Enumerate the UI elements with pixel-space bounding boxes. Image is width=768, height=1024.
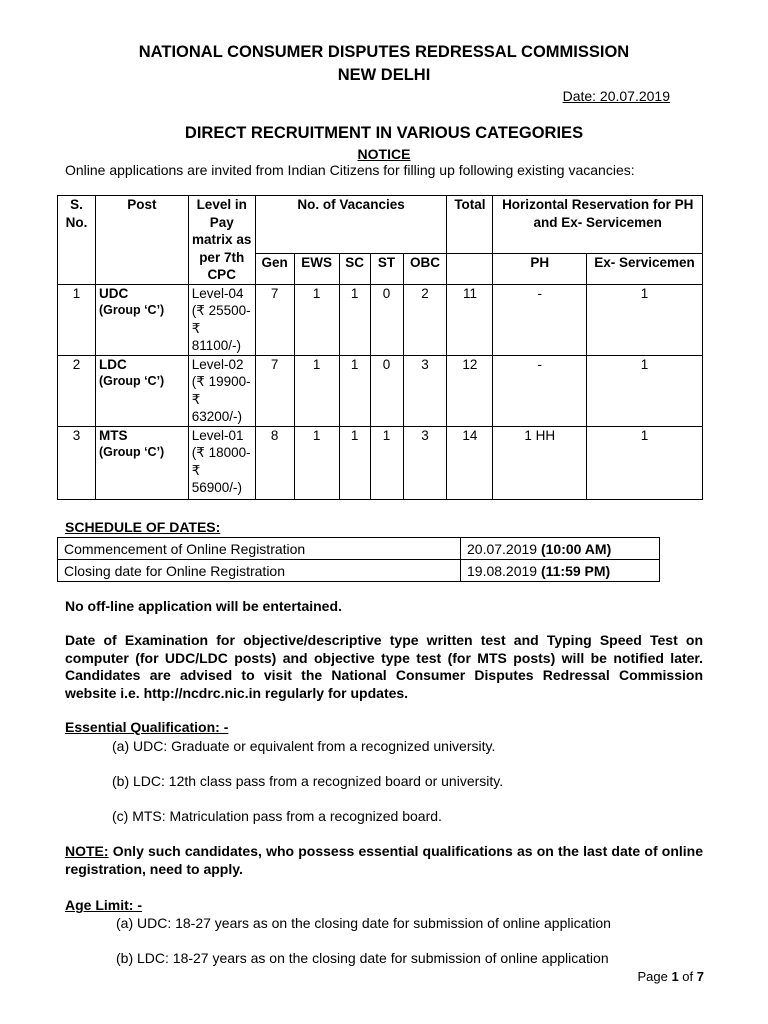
page-total: 7	[696, 969, 704, 984]
post-group: (Group ‘C’)	[98, 374, 165, 388]
cell-ph: 1 HH	[493, 426, 587, 499]
cell-gen: 7	[255, 355, 294, 426]
schedule-value	[461, 538, 660, 560]
header-obc: OBC	[403, 254, 447, 284]
cell-sc: 1	[339, 355, 370, 426]
cell-post	[95, 284, 188, 355]
schedule-date: 19.08.2019	[467, 562, 538, 579]
qualification-heading: Essential Qualification: -	[65, 719, 229, 735]
cell-level: Level-02 (₹ 19900-₹ 63200/-)	[188, 355, 255, 426]
cell-total: 12	[447, 355, 493, 426]
header-sc: SC	[339, 254, 370, 284]
schedule-time: (10:00 AM)	[540, 540, 612, 557]
cell-post	[95, 355, 188, 426]
cell-total: 11	[447, 284, 493, 355]
header-ph: PH	[493, 254, 587, 284]
cell-obc: 2	[403, 284, 447, 355]
header-gen: Gen	[255, 254, 294, 284]
exam-paragraph: Date of Examination for objective/descriptive type written test and Typing Speed Test on computer (for UDC/LDC posts) and objective type test (for MTS posts) will be notified later. Candidates are advised to visit the National Consumer Disputes Redressal Commission website i.e. http://ncdrc.nic.in regularly for updates.	[65, 632, 703, 701]
notice-date: Date: 20.07.2019	[562, 88, 670, 104]
cell-obc: 3	[403, 426, 447, 499]
schedule-label: Closing date for Online Registration	[58, 560, 461, 582]
cell-st: 0	[370, 355, 403, 426]
cell-sno: 1	[58, 284, 96, 355]
header-sno: S. No.	[58, 196, 96, 285]
cell-ph: -	[493, 355, 587, 426]
cell-gen: 8	[255, 426, 294, 499]
cell-obc: 3	[403, 355, 447, 426]
page-current: 1	[671, 969, 679, 984]
post-name: UDC	[98, 285, 129, 301]
cell-exs: 1	[587, 355, 703, 426]
page-title: DIRECT RECRUITMENT IN VARIOUS CATEGORIES	[184, 124, 584, 142]
qualification-item-udc: (a) UDC: Graduate or equivalent from a recognized university.	[112, 738, 496, 754]
header-vacancies: No. of Vacancies	[255, 196, 447, 254]
cell-exs: 1	[587, 284, 703, 355]
cell-ews: 1	[294, 284, 339, 355]
post-group: (Group ‘C’)	[98, 303, 165, 317]
schedule-label: Commencement of Online Registration	[58, 538, 461, 560]
post-name: MTS	[98, 427, 128, 443]
qualification-item-mts: (c) MTS: Matriculation pass from a recognized board.	[112, 808, 442, 824]
table-row	[58, 560, 660, 582]
notice-heading: NOTICE	[357, 146, 411, 162]
cell-sno: 3	[58, 426, 96, 499]
page-mid: of	[678, 969, 697, 984]
cell-ews: 1	[294, 426, 339, 499]
age-item-udc: (a) UDC: 18-27 years as on the closing date for submission of online application	[116, 915, 611, 931]
cell-st: 0	[370, 284, 403, 355]
header-ews: EWS	[294, 254, 339, 284]
schedule-heading: SCHEDULE OF DATES:	[65, 519, 221, 535]
no-offline-text: No off-line application will be entertained.	[65, 598, 342, 614]
cell-sno: 2	[58, 355, 96, 426]
schedule-date: 20.07.2019	[467, 540, 538, 557]
header-total-blank	[447, 254, 493, 284]
cell-ews: 1	[294, 355, 339, 426]
org-city: NEW DELHI	[337, 66, 431, 84]
header-exs: Ex- Servicemen	[587, 254, 703, 284]
header-reservation: Horizontal Reservation for PH and Ex- Servicemen	[493, 196, 703, 254]
header-post: Post	[95, 196, 188, 285]
cell-total: 14	[447, 426, 493, 499]
schedule-time: (11:59 PM)	[540, 562, 611, 579]
header-level: Level in Pay matrix as per 7th CPC	[188, 196, 255, 285]
page-number	[637, 969, 704, 984]
table-row	[58, 284, 703, 355]
qualification-item-ldc: (b) LDC: 12th class pass from a recognized board or university.	[112, 773, 504, 789]
intro-text: Online applications are invited from Indian Citizens for filling up following existing vacancies:	[65, 162, 635, 178]
cell-post	[95, 426, 188, 499]
cell-level: Level-01 (₹ 18000-₹ 56900/-)	[188, 426, 255, 499]
table-row	[58, 538, 660, 560]
table-row	[58, 426, 703, 499]
age-limit-heading: Age Limit: -	[65, 897, 142, 913]
cell-exs: 1	[587, 426, 703, 499]
age-item-ldc: (b) LDC: 18-27 years as on the closing date for submission of online application	[116, 950, 609, 966]
cell-sc: 1	[339, 426, 370, 499]
page-prefix: Page	[637, 969, 672, 984]
vacancy-table	[57, 195, 703, 500]
header-total: Total	[447, 196, 493, 254]
schedule-value	[461, 560, 660, 582]
cell-level: Level-04 (₹ 25500-₹ 81100/-)	[188, 284, 255, 355]
post-group: (Group ‘C’)	[98, 445, 165, 459]
note-text: Only such candidates, who possess essential qualifications as on the last date of online registration, need to apply.	[65, 843, 703, 877]
table-row	[58, 355, 703, 426]
cell-st: 1	[370, 426, 403, 499]
cell-gen: 7	[255, 284, 294, 355]
cell-ph: -	[493, 284, 587, 355]
header-st: ST	[370, 254, 403, 284]
note-paragraph	[65, 843, 703, 878]
schedule-table	[57, 537, 660, 582]
note-label: NOTE:	[65, 843, 109, 859]
cell-sc: 1	[339, 284, 370, 355]
org-name: NATIONAL CONSUMER DISPUTES REDRESSAL COMMISSION	[138, 43, 630, 61]
post-name: LDC	[98, 356, 127, 372]
